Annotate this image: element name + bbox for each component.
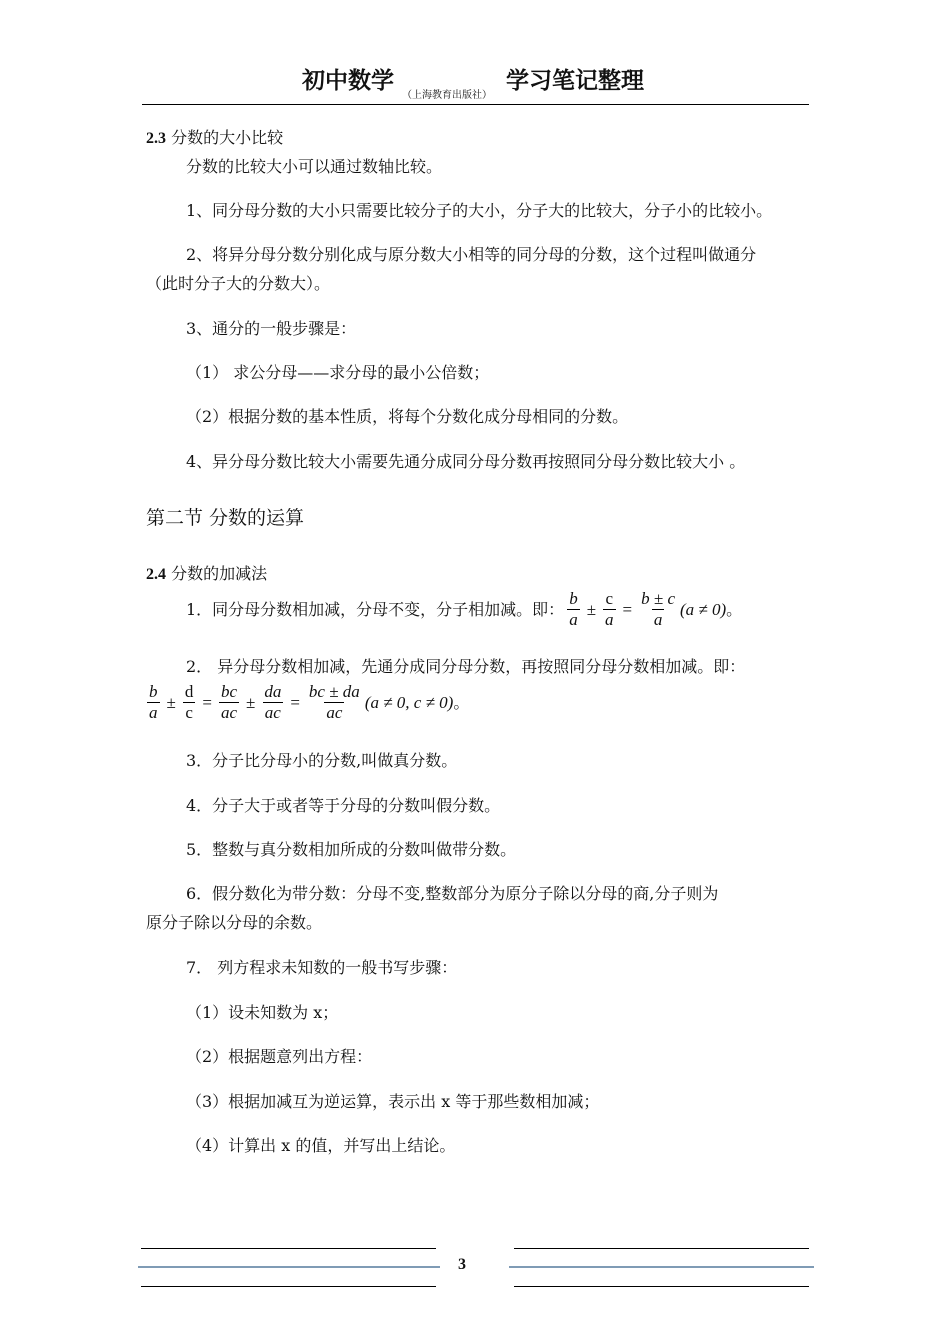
rule-text: 1．同分母分数相加减，分母不变，分子相加减。即： [186, 599, 565, 619]
formula-condition: (a ≠ 0) [680, 599, 727, 619]
footer-rule [138, 1266, 440, 1268]
section-2-3-heading [146, 125, 283, 148]
section-2-4-heading [146, 561, 267, 584]
paragraph: 6．假分数化为带分数：分母不变,整数部分为原分子除以分母的商,分子则为 [186, 884, 719, 903]
formula-different-denominator: $\frac{b}{a}$ ± $\frac{d}{c}$ = $\frac{bc}{ac}$ ± $\frac{da}{ac}$ = $\frac{bc \pm da}{ac}$ (a ≠ 0, c ≠ 0) [149, 682, 454, 722]
list-item: （1）设未知数为 x； [186, 1003, 339, 1022]
section-title: 分数的加减法 [171, 564, 268, 583]
paragraph: 4、异分母分数比较大小需要先通分成同分母分数再按照同分母分数比较大小 。 [186, 452, 746, 471]
paragraph: 1、同分母分数的大小只需要比较分子的大小，分子大的比较大，分子小的比较小。 [186, 201, 773, 220]
list-item: （4）计算出 x 的值，并写出上结论。 [186, 1136, 456, 1155]
rule-text: 2． 异分母分数相加减，先通分成同分母分数，再按照同分母分数相加减。即： [186, 657, 746, 676]
footer-rule [509, 1266, 814, 1268]
paragraph: 5．整数与真分数相加所成的分数叫做带分数。 [186, 840, 517, 859]
paragraph: 原分子除以分母的余数。 [146, 913, 323, 932]
section-title: 分数的大小比较 [171, 128, 284, 147]
paragraph: 7． 列方程求未知数的一般书写步骤： [186, 958, 458, 977]
paragraph: 3．分子比分母小的分数,叫做真分数。 [186, 751, 458, 770]
footer-rule [514, 1286, 809, 1287]
section-number: 2.3 [146, 130, 166, 147]
header-rule [142, 104, 809, 105]
chapter-title: 第二节 分数的运算 [146, 507, 305, 529]
fraction: $\frac{c}{a}$ [605, 589, 614, 629]
fraction: $\frac{b}{a}$ [149, 682, 158, 722]
paragraph: 4．分子大于或者等于分母的分数叫假分数。 [186, 796, 501, 815]
fraction: $\frac{bc \pm da}{ac}$ [308, 682, 360, 722]
fraction: $\frac{b \pm c}{a}$ [641, 589, 676, 629]
list-item: （2）根据题意列出方程： [186, 1047, 373, 1066]
footer-rule [141, 1248, 436, 1249]
section-number: 2.4 [146, 566, 166, 583]
header-publisher: （上海教育出版社） [402, 90, 492, 101]
fraction: $\frac{da}{ac}$ [264, 682, 282, 722]
fraction: $\frac{d}{c}$ [184, 682, 194, 722]
formula-same-denominator: $\frac{b}{a}$ ± $\frac{c}{a}$ = $\frac{b \pm c}{a}$ (a ≠ 0) [569, 589, 727, 629]
paragraph: 3、通分的一般步骤是： [186, 319, 357, 338]
page-number: 3 [458, 1256, 466, 1273]
header-right-title: 学习笔记整理 [506, 68, 644, 94]
header-left-title: 初中数学 [302, 68, 394, 94]
fraction: $\frac{bc}{ac}$ [220, 682, 237, 722]
rule-2-formula-line: $\frac{b}{a}$ ± $\frac{d}{c}$ = $\frac{bc}{ac}$ ± $\frac{da}{ac}$ = $\frac{bc \pm da}{ac}$ (a ≠ 0, c ≠ 0) 。 [144, 682, 469, 723]
paragraph: （此时分子大的分数大）。 [146, 274, 331, 293]
footer-rule [141, 1286, 436, 1287]
paragraph: 2、将异分母分数分别化成与原分数大小相等的同分母的分数，这个过程叫做通分 [186, 245, 757, 264]
list-item: （1） 求公分母——求分母的最小公倍数； [186, 363, 490, 382]
footer-rule [514, 1248, 809, 1249]
formula-condition: (a ≠ 0, c ≠ 0) [364, 692, 454, 712]
fraction: $\frac{b}{a}$ [569, 589, 578, 629]
list-item: （3）根据加减互为逆运算，表示出 x 等于那些数相加减； [186, 1092, 600, 1111]
rule-1: 1．同分母分数相加减，分母不变，分子相加减。即： $\frac{b}{a}$ ± $\frac{c}{a}$ = $\frac{b \pm c}{a}$ (a ≠ 0) 。 [186, 589, 743, 629]
list-item: （2）根据分数的基本性质，将每个分数化成分母相同的分数。 [186, 407, 629, 426]
paragraph: 分数的比较大小可以通过数轴比较。 [186, 157, 443, 176]
